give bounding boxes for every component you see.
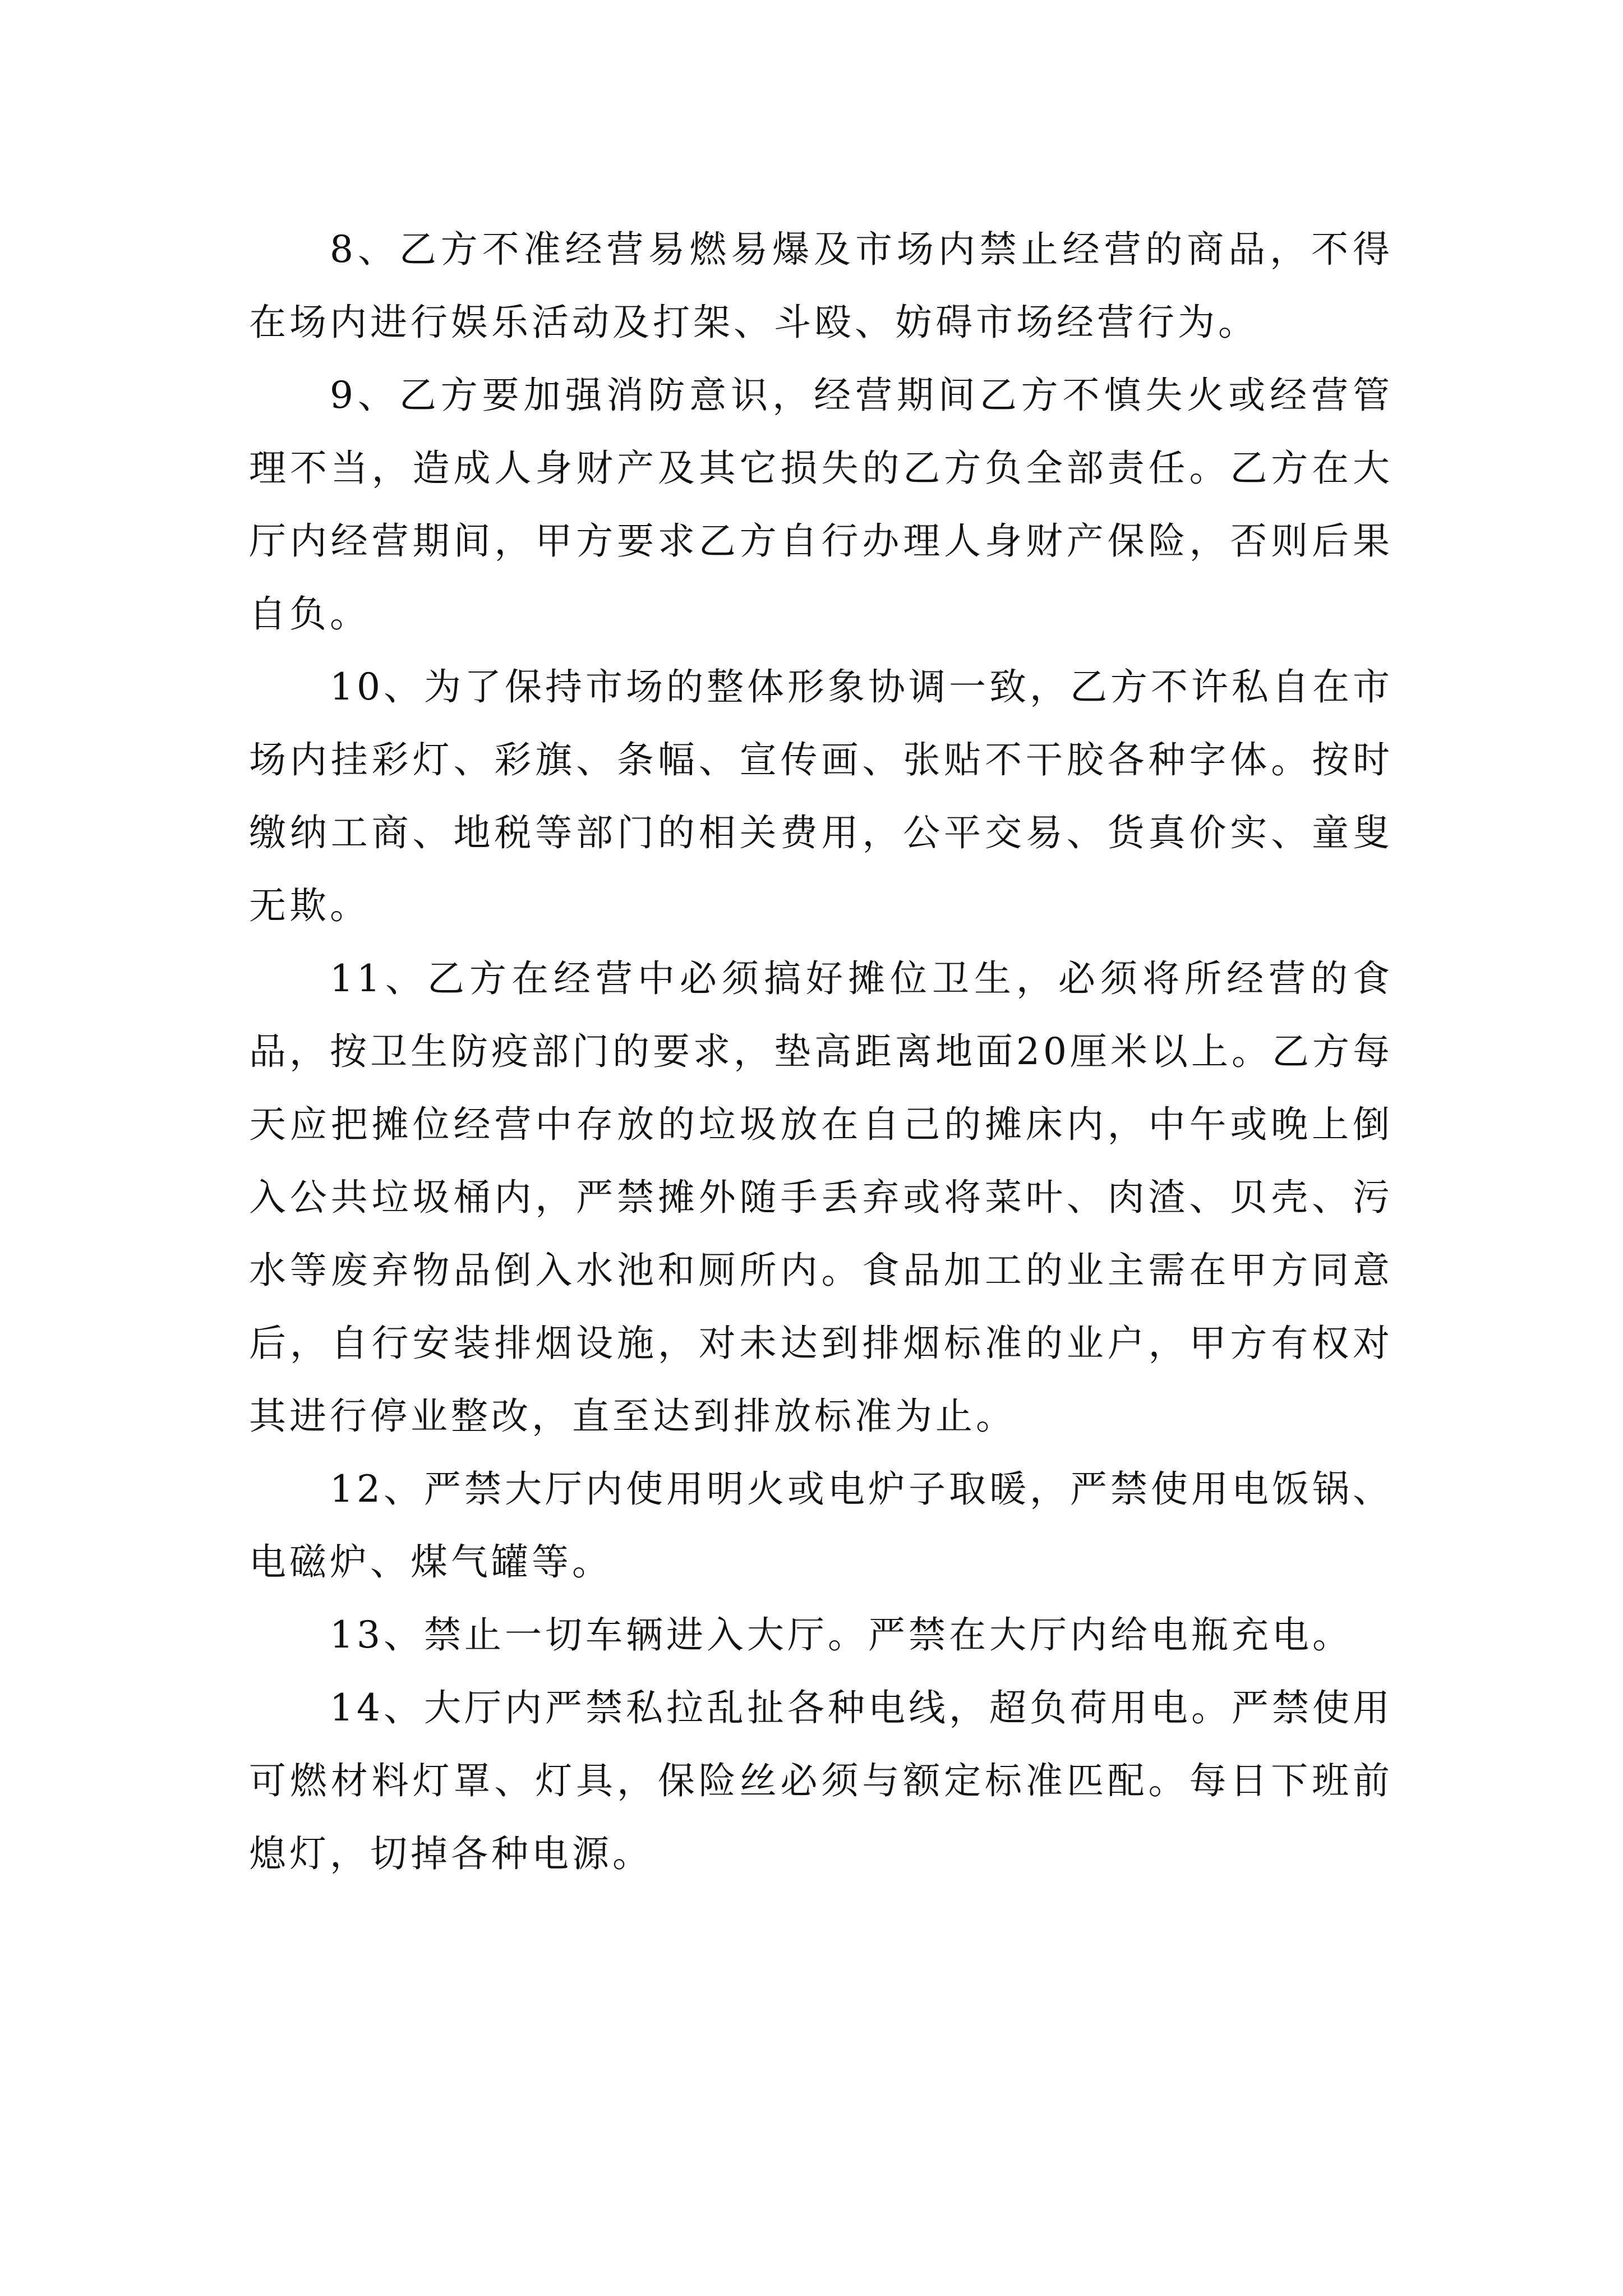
clause-13: 13、禁止一切车辆进入大厅。严禁在大厅内给电瓶充电。 <box>330 1613 1353 1657</box>
clause-14: 14、大厅内严禁私拉乱扯各种电线，超负荷用电。严禁使用可燃材料灯罩、灯具，保险丝必须与额定标准匹配。每日下班前熄灯，切掉各种电源。 <box>249 1686 1393 1875</box>
clause-10: 10、为了保持市场的整体形象协调一致，乙方不许私自在市场内挂彩灯、彩旗、条幅、宣传画、张贴不干胶各种字体。按时缴纳工商、地税等部门的相关费用，公平交易、货真价实、童叟无欺。 <box>249 665 1393 927</box>
clause-11: 11、乙方在经营中必须搞好摊位卫生，必须将所经营的食品，按卫生防疫部门的要求，垫高距离地面20厘米以上。乙方每天应把摊位经营中存放的垃圾放在自己的摊床内，中午或晚上倒入公共垃圾桶内，严禁摊外随手丢弃或将菜叶、肉渣、贝壳、污水等废弃物品倒入水池和厕所内。食品加工的业主需在甲方同意后，自行安装排烟设施，对未达到排烟标准的业户，甲方有权对其进行停业整改，直至达到排放标准为止。 <box>249 957 1393 1438</box>
document-body <box>249 213 1393 1890</box>
clause-12: 12、严禁大厅内使用明火或电炉子取暖，严禁使用电饭锅、电磁炉、煤气罐等。 <box>249 1467 1393 1584</box>
clause-9: 9、乙方要加强消防意识，经营期间乙方不慎失火或经营管理不当，造成人身财产及其它损失的乙方负全部责任。乙方在大厅内经营期间，甲方要求乙方自行办理人身财产保险，否则后果自负。 <box>249 374 1393 636</box>
clause-8: 8、乙方不准经营易燃易爆及市场内禁止经营的商品，不得在场内进行娱乐活动及打架、斗殴、妨碍市场经营行为。 <box>249 228 1393 344</box>
